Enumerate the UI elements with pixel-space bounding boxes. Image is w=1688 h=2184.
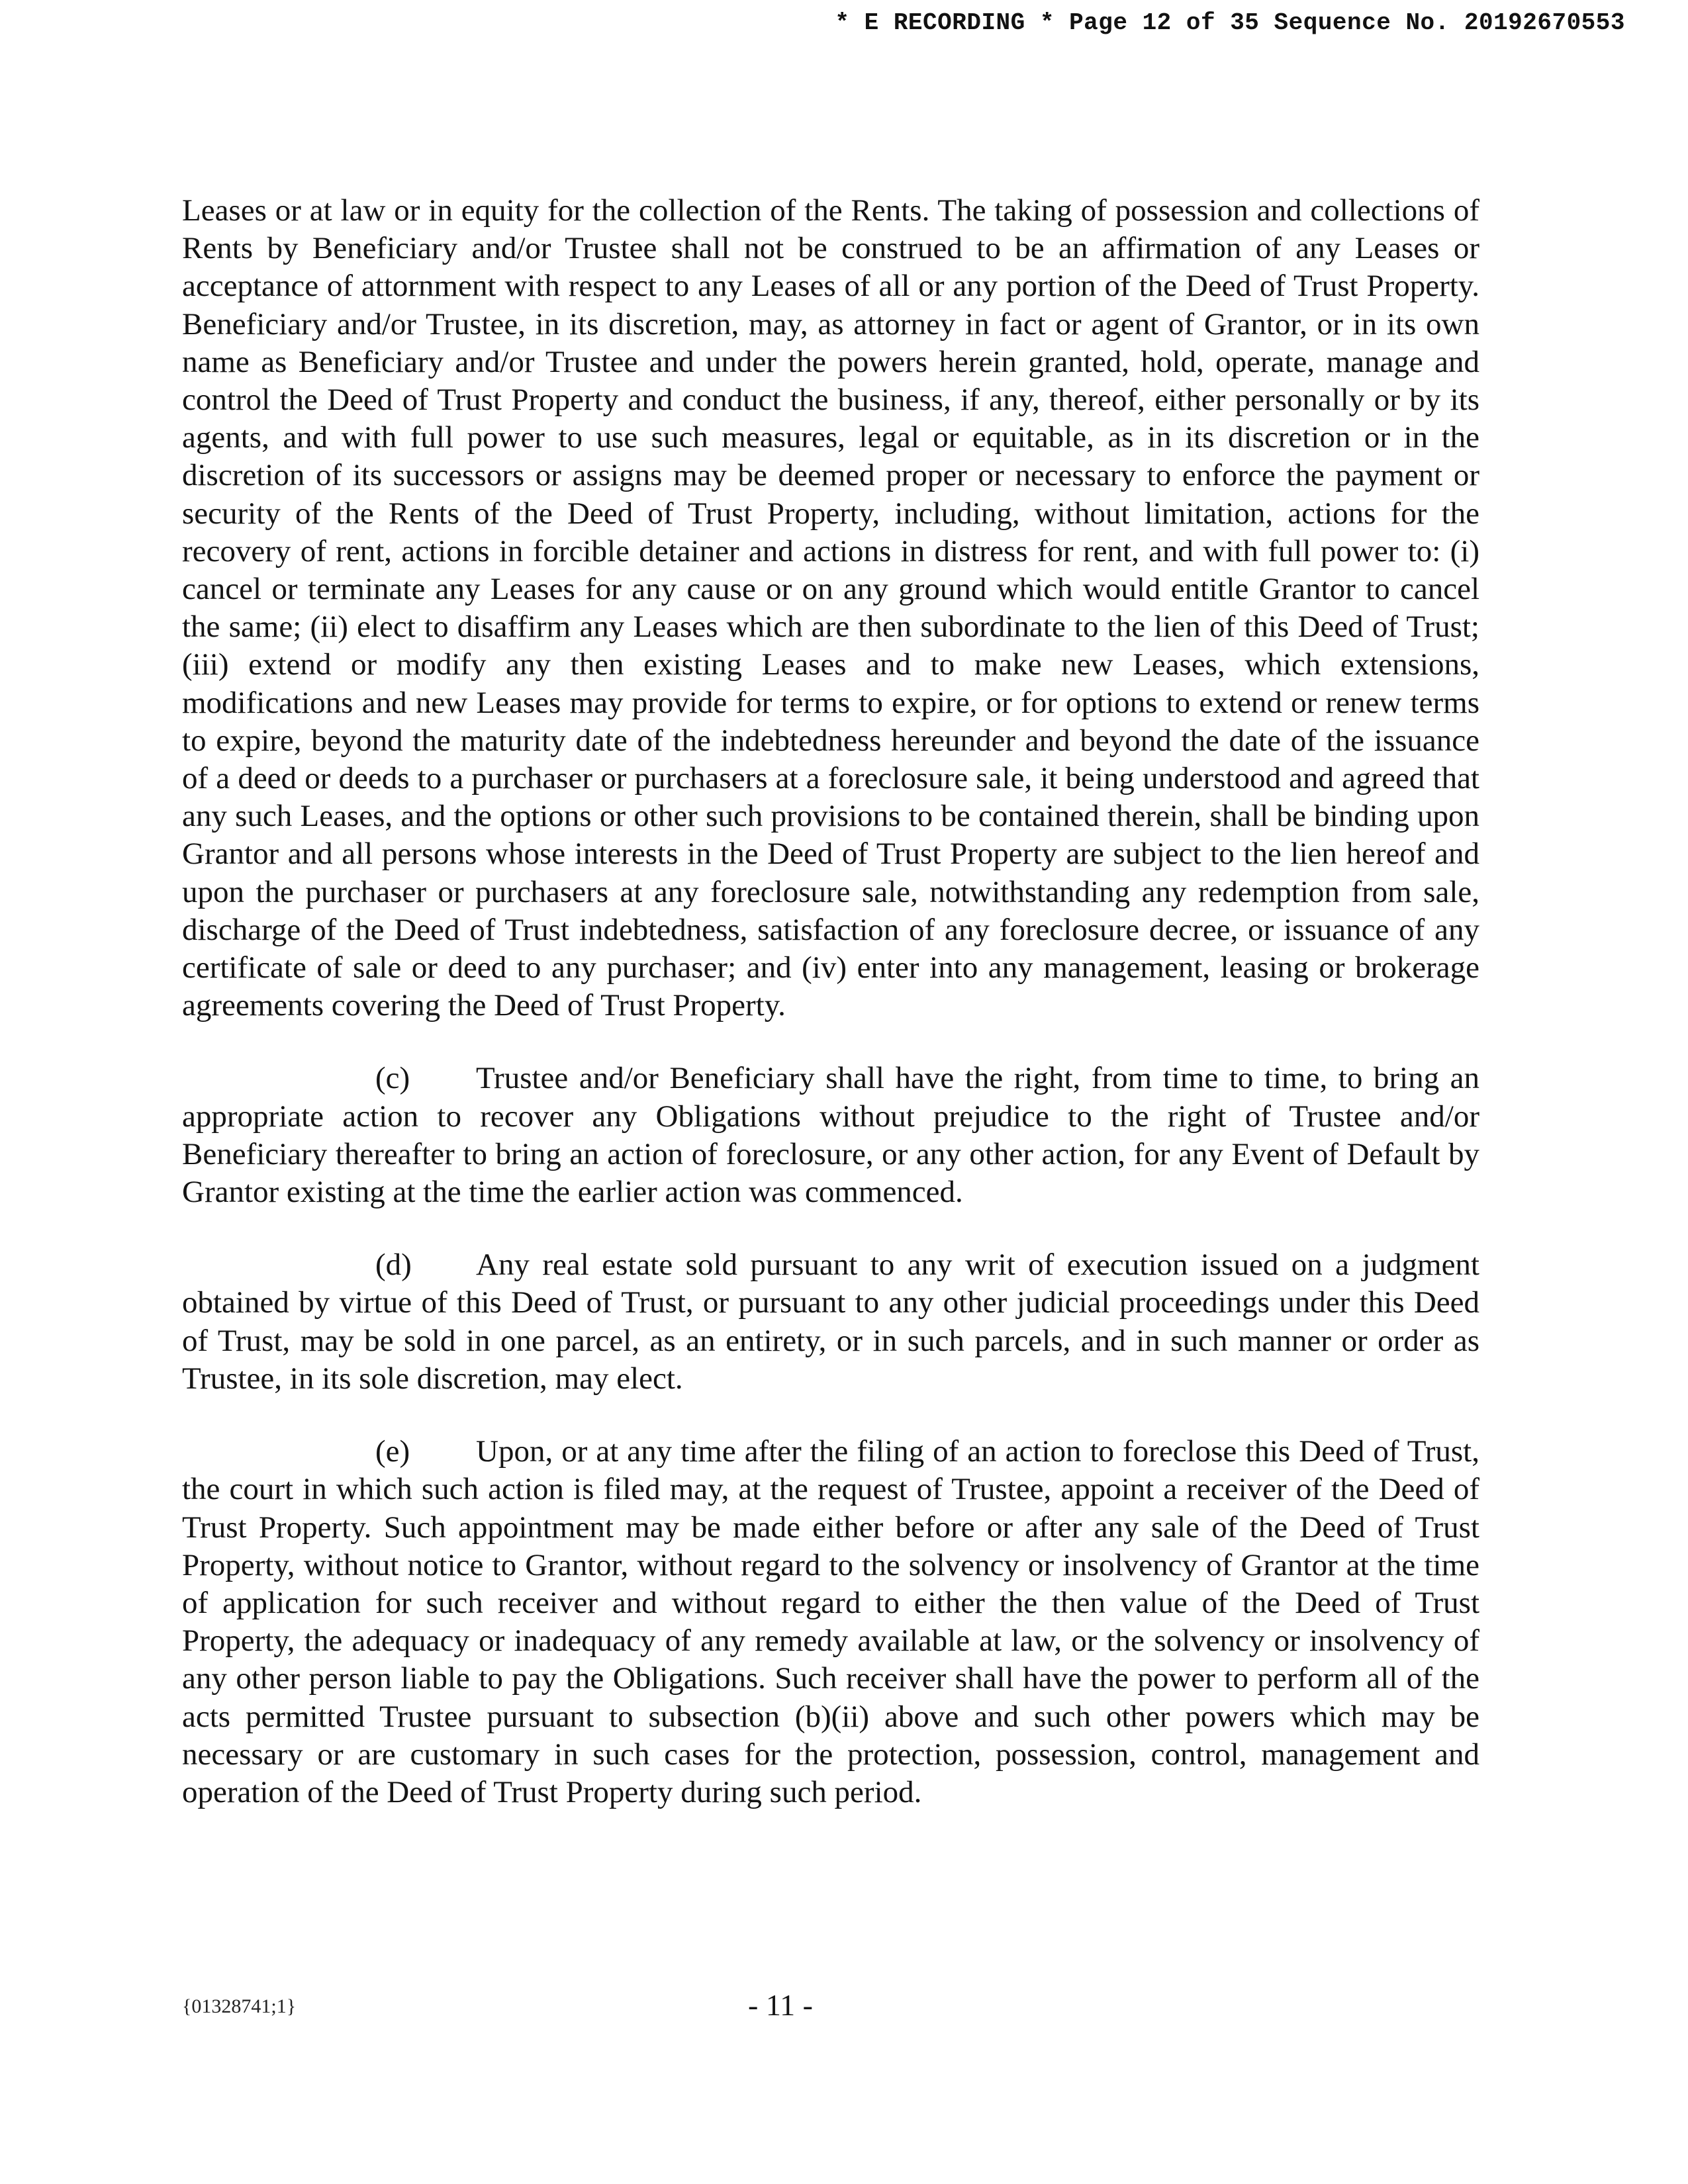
section-c — [182, 1060, 1479, 1211]
recording-stamp: * E RECORDING * Page 12 of 35 Sequence No. 20192670553 — [835, 9, 1625, 36]
section-d-label: (d) — [375, 1248, 412, 1283]
footer-page-number: - 11 - — [748, 1988, 813, 2022]
document-body — [182, 192, 1479, 1846]
section-e-label: (e) — [375, 1434, 410, 1469]
footer-document-id: {01328741;1} — [182, 1995, 297, 2017]
paragraph-continuation: Leases or at law or in equity for the collection of the Rents. The taking of possession and collections of Rents by Beneficiary and/or Trustee shall not be construed to be an affirmation of any Leases or acceptance of attornment with respect to any Leases of all or any portion of the Deed of Trust Property. Beneficiary and/or Trustee, in its discretion, may, as attorney in fact or agent of Grantor, or in its own name as Beneficiary and/or Trustee and under the powers herein granted, hold, operate, manage and control the Deed of Trust Property and conduct the business, if any, thereof, either personally or by its agents, and with full power to use such measures, legal or equitable, as in its discretion or in the discretion of its successors or assigns may be deemed proper or necessary to enforce the payment or security of the Rents of the Deed of Trust Property, including, without limitation, actions for the recovery of rent, actions in forcible detainer and actions in distress for rent, and with full power to: (i) cancel or terminate any Leases for any cause or on any ground which would entitle Grantor to cancel the same; (ii) elect to disaffirm any Leases which are then subordinate to the lien of this Deed of Trust; (iii) extend or modify any then existing Leases and to make new Leases, which extensions, modifications and new Leases may provide for terms to expire, or for options to extend or renew terms to expire, beyond the maturity date of the indebtedness hereunder and beyond the date of the issuance of a deed or deeds to a purchaser or purchasers at a foreclosure sale, it being understood and agreed that any such Leases, and the options or other such provisions to be contained therein, shall be binding upon Grantor and all persons whose interests in the Deed of Trust Property are subject to the lien hereof and upon the purchaser or purchasers at any foreclosure sale, notwithstanding any redemption from sale, discharge of the Deed of Trust indebtedness, satisfaction of any foreclosure decree, or issuance of any certificate of sale or deed to any purchaser; and (iv) enter into any management, leasing or brokerage agreements covering the Deed of Trust Property. — [182, 193, 1479, 1023]
section-c-text: Trustee and/or Beneficiary shall have the right, from time to time, to bring an appropriate action to recover any Obligations without prejudice to the right of Trustee and/or Beneficiary thereafter to bring an action of foreclosure, or any other action, for any Event of Default by Grantor existing at the time the earlier action was commenced. — [182, 1061, 1479, 1210]
section-d-text: Any real estate sold pursuant to any writ of execution issued on a judgment obtained by virtue of this Deed of Trust, or pursuant to any other judicial proceedings under this Deed of Trust, may be sold in one parcel, as an entirety, or in such parcels, and in such manner or order as Trustee, in its sole discretion, may elect. — [182, 1248, 1479, 1396]
section-d — [182, 1246, 1479, 1398]
section-e — [182, 1433, 1479, 1811]
section-e-text: Upon, or at any time after the filing of an action to foreclose this Deed of Trust, the court in which such action is filed may, at the request of Trustee, appoint a receiver of the Deed of Trust Property. Such appointment may be made either before or after any sale of the Deed of Trust Property, without notice to Grantor, without regard to the solvency or insolvency of Grantor at the time of application for such receiver and without regard to either the then value of the Deed of Trust Property, the adequacy or inadequacy of any remedy available at law, or the solvency or insolvency of any other person liable to pay the Obligations. Such receiver shall have the power to perform all of the acts permitted Trustee pursuant to subsection (b)(ii) above and such other powers which may be necessary or are customary in such cases for the protection, possession, control, management and operation of the Deed of Trust Property during such period. — [182, 1434, 1479, 1809]
section-c-label: (c) — [375, 1061, 410, 1096]
